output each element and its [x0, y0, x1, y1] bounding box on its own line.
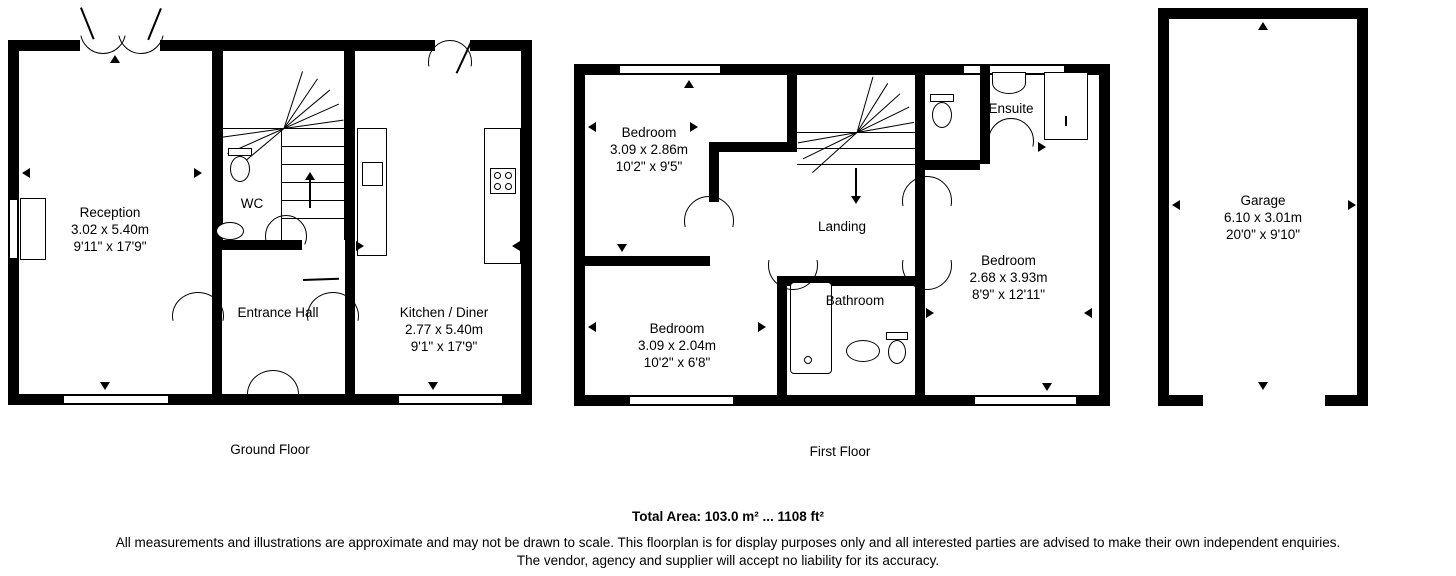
ff-bed1-door-arc: [684, 196, 734, 246]
ff-wall-bottom-1: [574, 395, 632, 406]
ff-bed1-name: Bedroom: [621, 125, 677, 140]
ff-stair-winder-3: [798, 132, 857, 143]
ff-room-label-ensuite: [968, 100, 1054, 117]
gf-arrow-reception-right: [194, 168, 202, 178]
gf-wall-bottom-3: [500, 394, 532, 405]
ff-ensuite-toilet-cistern: [930, 94, 954, 102]
ff-bath-toilet-bowl: [888, 340, 906, 364]
ff-wall-bath-right: [915, 276, 925, 406]
gf-entrance-hall-name: Entrance Hall: [237, 305, 319, 320]
ff-room-label-bed2: [941, 252, 1076, 303]
ff-bed3-metric: 3.09 x 2.04m: [637, 338, 717, 353]
gf-hob-ring-1: [494, 172, 501, 179]
gf-reception-metric: 3.02 x 5.40m: [70, 222, 150, 237]
gf-window-bottom-right: [399, 394, 502, 405]
ff-wall-bed2-top: [915, 160, 980, 170]
gf-front-door-leaf-left: [80, 7, 94, 39]
gf-wc-toilet-bowl: [230, 156, 250, 182]
ff-wall-bed1-bottom: [585, 256, 710, 266]
garage-room-label: [1198, 192, 1328, 243]
gf-stair-tread-4: [282, 182, 344, 183]
ff-bed3-door-arc: [768, 240, 818, 290]
gf-hall-front-arc: [247, 370, 299, 418]
ff-wall-left-lower: [574, 256, 585, 406]
gf-kitchen-hob: [490, 168, 516, 194]
ff-arrow-bed3-left: [588, 322, 596, 332]
garage-arrow-bottom: [1258, 382, 1268, 390]
garage-arrow-left: [1172, 200, 1180, 210]
garage-arrow-right: [1348, 200, 1356, 210]
gf-kitchen-counter-top: [357, 128, 387, 256]
ff-arrow-bed1-bottom: [617, 244, 627, 252]
gf-room-label-wc: [212, 195, 292, 212]
gf-front-door-leaf-right: [147, 8, 161, 40]
ff-arrow-stairs-down: [851, 196, 861, 204]
garage-wall-right: [1357, 8, 1368, 406]
ff-ensuite-basin: [992, 72, 1026, 94]
gf-kitchen-name: Kitchen / Diner: [399, 305, 489, 320]
garage-wall-bottom-left: [1158, 395, 1203, 406]
ff-bath-toilet-cistern: [886, 332, 908, 340]
gf-arrow-kitchen-right: [512, 241, 520, 251]
gf-wall-top-mid: [160, 40, 435, 51]
ff-wall-landing-left: [709, 142, 797, 152]
ff-room-label-bathroom: [800, 292, 910, 309]
ff-bed1-imperial: 10'2" x 9'5": [615, 159, 683, 174]
ff-wall-bath-left: [777, 276, 787, 406]
gf-front-door-arc-left: [80, 8, 126, 54]
ff-stair-tread-3: [797, 164, 915, 165]
ff-room-label-landing: [787, 218, 897, 235]
ff-bed3-name: Bedroom: [649, 321, 705, 336]
ff-bath-basin: [846, 340, 880, 362]
gf-hob-ring-2: [505, 172, 512, 179]
gf-wc-door-leaf: [303, 278, 339, 281]
ff-window-bottom-left: [630, 395, 733, 406]
ff-bath-drain: [804, 356, 812, 364]
ff-room-label-bed3: [612, 320, 742, 371]
ff-arrow-bed3-right: [758, 322, 766, 332]
ff-ensuite-toilet-bowl: [932, 102, 952, 128]
ff-landing-name: Landing: [817, 219, 867, 234]
ground-floor-plan: [0, 0, 545, 457]
garage-imperial: 20'0" x 9'10": [1225, 227, 1301, 242]
gf-reception-imperial: 9'11" x 17'9": [73, 239, 147, 254]
gf-window-reception-left: [8, 200, 19, 258]
gf-wc-basin: [216, 222, 244, 240]
gf-stair-tread-2: [282, 146, 344, 147]
gf-window-bottom-left: [64, 394, 168, 405]
gf-room-label-kitchen: [364, 304, 524, 355]
garage-name: Garage: [1240, 193, 1286, 208]
gf-stair-outline-right: [344, 50, 345, 240]
gf-reception-name: Reception: [79, 205, 141, 220]
gf-wall-bottom-1: [8, 394, 66, 405]
ff-wall-top-2: [718, 64, 966, 75]
ff-window-top-left: [620, 64, 720, 75]
disclaimer-line-2: The vendor, agency and supplier will accept no liability for its accuracy.: [516, 553, 940, 568]
gf-wall-hall-right: [345, 40, 355, 405]
gf-hob-ring-4: [505, 183, 512, 190]
ff-bed1-metric: 3.09 x 2.86m: [609, 142, 689, 157]
gf-arrow-reception-left: [22, 168, 30, 178]
ff-wall-stairs-right: [915, 64, 925, 170]
gf-arrow-stairs-up: [305, 172, 315, 180]
garage-arrow-top: [1258, 22, 1268, 30]
garage-wall-bottom-right: [1325, 395, 1368, 406]
ff-bed3-imperial: 10'2" x 6'8": [643, 355, 711, 370]
ff-arrow-bed2-left: [926, 308, 934, 318]
ff-wall-bottom-3: [1075, 395, 1110, 406]
ff-arrow-bed2-right: [1084, 308, 1092, 318]
ff-room-label-bed1: [584, 124, 714, 175]
ff-bed2-metric: 2.68 x 3.93m: [969, 270, 1048, 285]
gf-side-door-arc: [428, 40, 472, 84]
first-floor-caption: First Floor: [809, 444, 871, 459]
gf-hob-ring-3: [494, 183, 501, 190]
gf-arrow-reception-top: [110, 55, 120, 63]
ff-wall-bottom-2: [732, 395, 977, 406]
ff-wall-right: [1099, 64, 1110, 406]
ff-ensuite-name: Ensuite: [988, 101, 1034, 116]
gf-wall-hall-left-lower: [212, 240, 222, 405]
ff-arrow-bed3-top: [680, 258, 690, 266]
garage-plan: [1150, 0, 1400, 420]
gf-stair-direction-line: [309, 180, 311, 208]
total-area-text: Total Area: 103.0 m² ... 1108 ft²: [631, 509, 825, 524]
ff-bed2-door-arc: [902, 176, 952, 226]
ff-bed2-imperial: 8'9" x 12'11": [971, 287, 1046, 302]
gf-stair-tread-3: [282, 164, 344, 165]
gf-room-label-entrance-hall: [198, 304, 358, 321]
ff-stair-tread-2: [797, 148, 915, 149]
ff-stair-direction-line: [855, 168, 857, 198]
gf-arrow-reception-bottom: [100, 382, 110, 390]
gf-wc-toilet-cistern: [228, 148, 252, 156]
gf-room-label-reception: [30, 204, 190, 255]
disclaimer-line-1: All measurements and illustrations are approximate and may not be drawn to scale. This floorplan is for display purposes only and all interested parties are advised to make their own independent enquiries.: [115, 535, 1341, 550]
ff-arrow-ensuite: [1038, 142, 1046, 152]
first-floor-plan: [572, 0, 1117, 459]
ff-ensuite-door-arc: [988, 118, 1034, 164]
ff-arrow-bed1-top: [684, 80, 694, 88]
garage-wall-top: [1158, 8, 1368, 19]
ff-arrow-bed2-bottom: [1042, 383, 1052, 391]
gf-arrow-kitchen-bottom: [428, 382, 438, 390]
ff-window-bottom-right: [975, 395, 1076, 406]
garage-metric: 6.10 x 3.01m: [1223, 210, 1303, 225]
ff-ensuite-shower-drain: [1065, 116, 1067, 126]
ff-bed2-name: Bedroom: [981, 253, 1036, 268]
gf-kitchen-metric: 2.77 x 5.40m: [404, 322, 484, 337]
gf-wc-name: WC: [240, 196, 264, 211]
gf-wc-door-arc: [265, 215, 307, 257]
ff-bathroom-name: Bathroom: [825, 293, 885, 308]
gf-kitchen-sink: [362, 162, 383, 186]
ff-wall-stairs-left: [787, 64, 797, 152]
gf-kitchen-imperial: 9'1" x 17'9": [410, 339, 478, 354]
garage-wall-left: [1158, 8, 1169, 406]
gf-arrow-kitchen-left: [356, 241, 364, 251]
ground-floor-caption: Ground Floor: [230, 442, 310, 457]
